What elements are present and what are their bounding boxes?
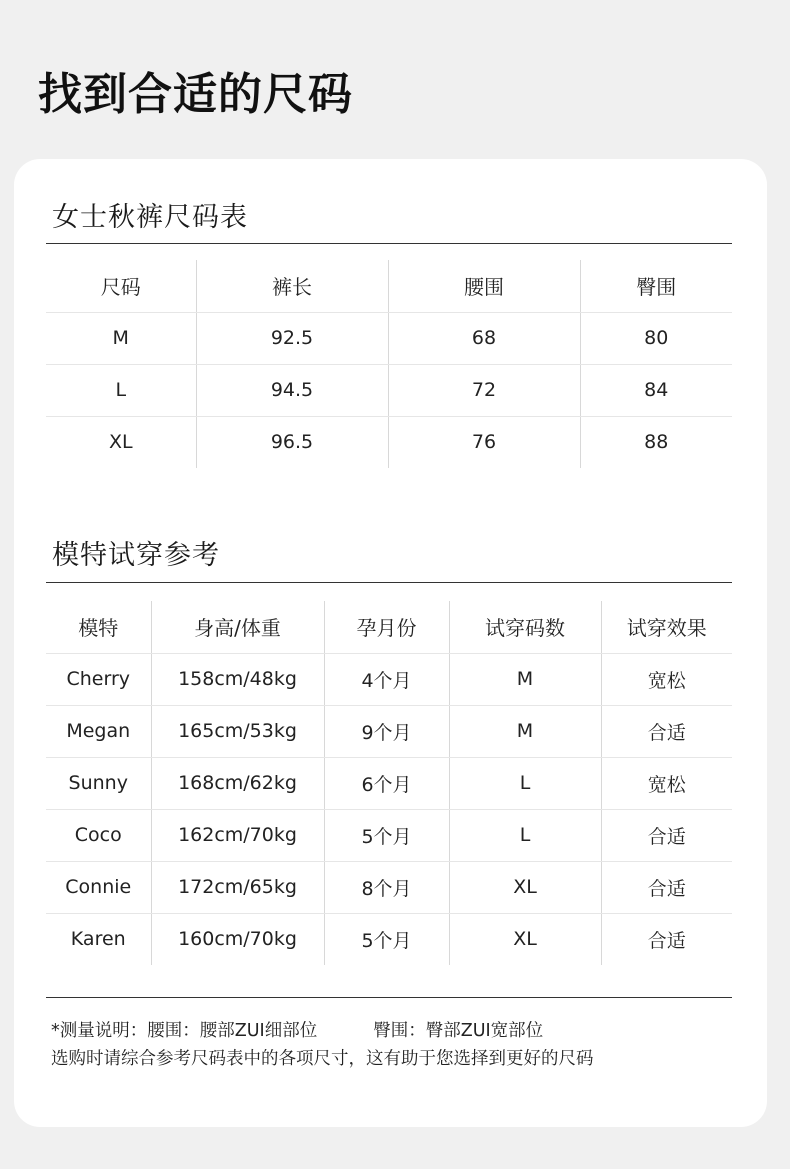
column-header: 腰围 bbox=[388, 260, 580, 312]
table-cell: 合适 bbox=[601, 861, 732, 913]
table-cell: 165cm/53kg bbox=[151, 705, 324, 757]
table-cell: 84 bbox=[580, 364, 732, 416]
table-cell: 5个月 bbox=[324, 809, 449, 861]
model-reference-table bbox=[46, 601, 732, 965]
model-reference-divider bbox=[46, 582, 732, 583]
measurement-note bbox=[51, 1017, 543, 1042]
table-cell: 9个月 bbox=[324, 705, 449, 757]
table-cell: M bbox=[46, 312, 196, 364]
table-cell: 8个月 bbox=[324, 861, 449, 913]
table-row bbox=[46, 364, 732, 416]
column-header: 试穿效果 bbox=[601, 601, 732, 653]
table-cell: 158cm/48kg bbox=[151, 653, 324, 705]
table-cell: 88 bbox=[580, 416, 732, 468]
table-cell: 合适 bbox=[601, 913, 732, 965]
table-cell: L bbox=[449, 757, 601, 809]
table-cell: XL bbox=[108, 431, 133, 454]
table-cell: 94.5 bbox=[196, 364, 388, 416]
table-cell: 宽松 bbox=[601, 757, 732, 809]
model-reference-title: 模特试穿参考 bbox=[52, 540, 220, 571]
table-cell: 合适 bbox=[601, 809, 732, 861]
column-header: 试穿码数 bbox=[449, 601, 601, 653]
column-header: 身高/体重 bbox=[151, 601, 324, 653]
table-cell: 68 bbox=[388, 312, 580, 364]
table-cell: 160cm/70kg bbox=[151, 913, 324, 965]
table-cell: 162cm/70kg bbox=[151, 809, 324, 861]
column-header: 孕月份 bbox=[324, 601, 449, 653]
table-header-row bbox=[46, 601, 732, 653]
waist-note: *测量说明：腰围：腰部ZUI细部位 bbox=[51, 1021, 318, 1041]
table-cell: 80 bbox=[580, 312, 732, 364]
table-row bbox=[46, 809, 732, 861]
size-guide-card bbox=[14, 159, 767, 1127]
table-cell: 合适 bbox=[601, 705, 732, 757]
table-cell: 168cm/62kg bbox=[151, 757, 324, 809]
table-cell: XL bbox=[449, 913, 601, 965]
table-cell: Coco bbox=[46, 809, 151, 861]
table-cell: Sunny bbox=[46, 757, 151, 809]
table-cell: Connie bbox=[46, 861, 151, 913]
table-cell: M bbox=[449, 705, 601, 757]
advice-note: 选购时请综合参考尺码表中的各项尺寸，这有助于您选择到更好的尺码 bbox=[51, 1049, 594, 1069]
table-cell: 5个月 bbox=[324, 913, 449, 965]
table-cell: M bbox=[449, 653, 601, 705]
table-cell: 92.5 bbox=[196, 312, 388, 364]
hip-note: 臀围：臀部ZUI宽部位 bbox=[373, 1021, 544, 1041]
table-cell: Megan bbox=[46, 705, 151, 757]
column-header: 模特 bbox=[46, 601, 151, 653]
table-cell: Cherry bbox=[46, 653, 151, 705]
size-chart-title: 女士秋裤尺码表 bbox=[52, 202, 248, 233]
column-header: 裤长 bbox=[196, 260, 388, 312]
table-cell: 4个月 bbox=[324, 653, 449, 705]
table-cell: 宽松 bbox=[601, 653, 732, 705]
table-row bbox=[46, 861, 732, 913]
table-cell: 96.5 bbox=[196, 416, 388, 468]
table-cell: 76 bbox=[388, 416, 580, 468]
notes-divider bbox=[46, 997, 732, 998]
table-row bbox=[46, 705, 732, 757]
table-cell: 172cm/65kg bbox=[151, 861, 324, 913]
table-header-row bbox=[46, 260, 732, 312]
size-chart-divider bbox=[46, 243, 732, 244]
size-chart-table bbox=[46, 260, 732, 468]
table-cell: L bbox=[46, 364, 196, 416]
table-cell: L bbox=[449, 809, 601, 861]
table-cell: 72 bbox=[388, 364, 580, 416]
table-row bbox=[46, 913, 732, 965]
table-row bbox=[46, 416, 732, 468]
column-header: 臀围 bbox=[580, 260, 732, 312]
table-row bbox=[46, 653, 732, 705]
table-cell: Karen bbox=[70, 928, 126, 951]
column-header: 尺码 bbox=[46, 260, 196, 312]
table-cell: XL bbox=[449, 861, 601, 913]
page-title: 找到合适的尺码 bbox=[38, 69, 353, 120]
table-cell: 6个月 bbox=[324, 757, 449, 809]
table-row bbox=[46, 312, 732, 364]
table-row bbox=[46, 757, 732, 809]
